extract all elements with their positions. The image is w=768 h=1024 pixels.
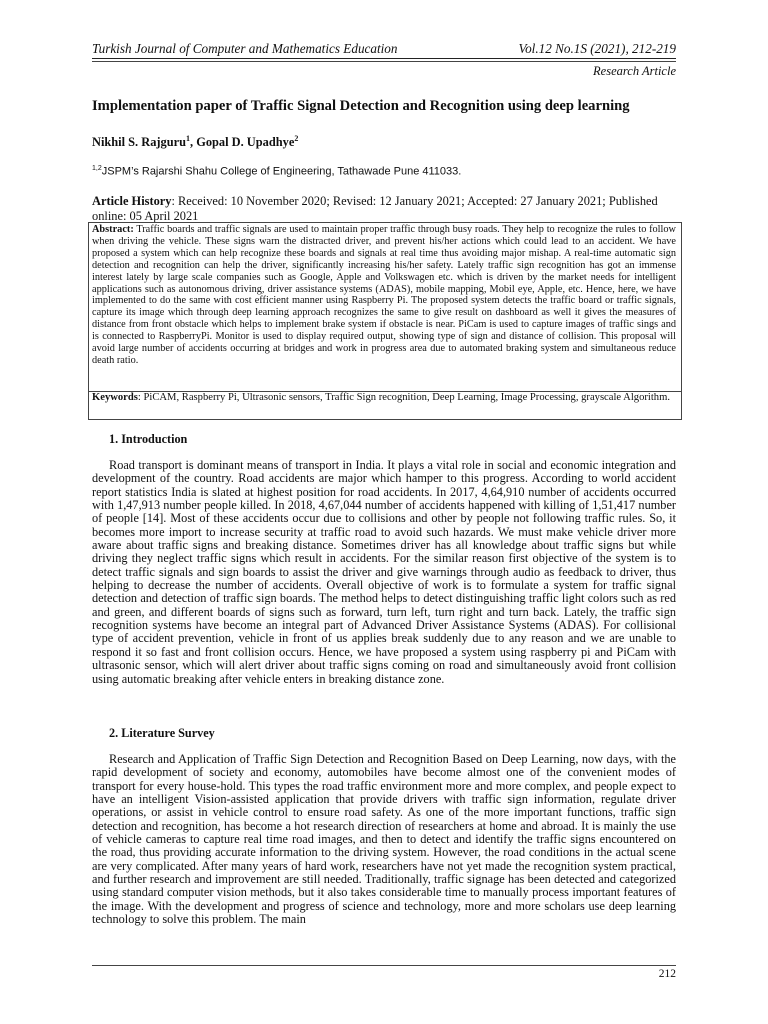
article-history <box>92 194 676 224</box>
abstract-text: Traffic boards and traffic signals are used to maintain proper traffic through busy roads. They help to recognize the rules to follow when driving the vehicle. These signs warn the distracted driver, and prevent his/her actions which could lead to an accident. We have proposed a system which can help recognize these boards and signals at real time thus avoiding major mishap. A real-time automatic sign detection and recognition can help the driver, significantly increasing his/her safety. Lately traffic sign recognition has got an immense interest lately by large scale companies such as Google, Apple and Volkswagen etc. which is driven by the market needs for intelligent applications such as autonomous driving, driver assistance systems (ADAS), mobile mapping, Mobil eye, Apple, etc. Hence, here, we have implemented to do the same with cost efficient manner using Raspberry Pi. The proposed system detects the traffic board or traffic signals, capture its image which through deep learning approach recognizes the same to give result on dashboard as well it gives the measures of distance from front obstacle which helps to implement brake system if obstacle is near. PiCam is used to capture images of traffic sings and is connected to RaspberryPi. Monitor is used to display required output, showing type of sign and distance of collision. This proposal will avoid large number of accidents occurring at bridges and work in progress area due to automated braking system and simultaneous reduce death ratio. <box>92 224 676 366</box>
author-1: Nikhil S. Rajguru <box>92 135 186 150</box>
keywords-text: : PiCAM, Raspberry Pi, Ultrasonic sensors, Traffic Sign recognition, Deep Learning, Image Processing, grayscale Algorithm. <box>137 392 670 403</box>
header-rule-thick <box>92 58 676 59</box>
footer-rule <box>92 965 676 966</box>
author-separator: , <box>190 135 197 150</box>
journal-name: Turkish Journal of Computer and Mathematics Education <box>92 41 398 56</box>
affiliation <box>92 165 461 178</box>
history-label: Article History <box>92 194 172 208</box>
paper-title: Implementation paper of Traffic Signal Detection and Recognition using deep learning <box>92 98 630 114</box>
volume-info: Vol.12 No.1S (2021), 212-219 <box>518 41 676 56</box>
history-text: : Received: 10 November 2020; Revised: 12 January 2021; Accepted: 27 January 2021; Published online: 05 April 2021 <box>92 194 658 223</box>
keywords <box>92 392 676 405</box>
section-heading-literature-survey: 2. Literature Survey <box>109 726 215 740</box>
page-number: 212 <box>658 968 676 980</box>
introduction-paragraph: Road transport is dominant means of transport in India. It plays a vital role in social and economic integration and development of the country. Road accidents are major which hamper to this progress. According to world accident report statistics India is slated at highest position for road accidents. In 2017, 4,64,910 number of accidents occurred with 1,47,913 number people killed. In 2018, 4,67,044 number of accidents happened with killing of 1,51,417 number of people [14]. Most of these accidents occur due to collisions and other by people not following traffic rules. So, it becomes more import to increase security at traffic road to avoid such hazards. We must make vehicle driver more aware about traffic signs and breaking distance. Sometimes driver has all knowledge about traffic signs but while driving they neglect traffic signs which result in accidents. For the similar reason first objective of the system is to detect traffic signals and sign boards to assist the driver and give warnings through audio as feedback to driver, thus helping to decrease the number of accidents. Overall objective of work is to formulate a system for traffic signal detection and detection of traffic sign boards. The method helps to detect distinguishing traffic light colors such as red and green, and different boards of signs such as forward, turn left, turn right and turn back. Lately, the traffic sign recognition systems have become an integral part of Advanced Driver Assistance Systems (ADAS). For collisional type of accident prevention, vehicle in front of us applies break suddenly due to any reason and we are unable to respond it so fast and front collision occurs. Hence, we have proposed a system using raspberry pi and PiCam with ultrasonic sensor, which will alert driver about traffic signs coming on road and simultaneously avoid front collision using automatic breaking after vehicle enters in breaking distance zone. <box>92 458 676 686</box>
section-heading-introduction: 1. Introduction <box>109 432 188 446</box>
author-1-affil-mark: 1 <box>186 134 190 143</box>
running-header <box>92 41 676 59</box>
affiliation-text: JSPM’s Rajarshi Shahu College of Engineering, Tathawade Pune 411033. <box>101 165 462 178</box>
article-type: Research Article <box>593 64 676 78</box>
header-rule-thin <box>92 61 676 62</box>
author-line <box>92 134 298 150</box>
abstract <box>92 224 676 367</box>
abstract-label: Abstract: <box>92 224 134 235</box>
literature-survey-paragraph: Research and Application of Traffic Sign Detection and Recognition Based on Deep Learning, now days, with the rapid development of society and economy, automobiles have become almost one of the convenient modes of transport for every house-hold. This types the road traffic environment more and more complex, and people expect to have an intelligent Vision-assisted application that provide drivers with traffic sign information, regulate driver operations, or assist in vehicle control to ensure road safety. As one of the more important functions, traffic sign detection and recognition, has become a hot research direction of researchers at home and abroad. It is mainly the use of vehicle cameras to capture real time road images, and then to detect and identify the traffic signs encountered on the road, thus providing accurate information to the driving system. However, the road conditions in the actual scene are very complicated. After many years of hard work, researchers have not yet made the recognition system practical, and further research and improvement are still needed. Traditionally, traffic signage has been detected and categorized using standard computer vision methods, but it also takes considerable time to manually process important features of the image. With the development and progress of science and technology, more and more scholars use deep learning technology to solve this problem. The main <box>92 752 676 927</box>
author-2: Gopal D. Upadhye <box>196 135 295 150</box>
keywords-label: Keywords <box>92 392 138 403</box>
affiliation-mark: 1,2 <box>92 165 102 172</box>
author-2-affil-mark: 2 <box>294 134 299 143</box>
